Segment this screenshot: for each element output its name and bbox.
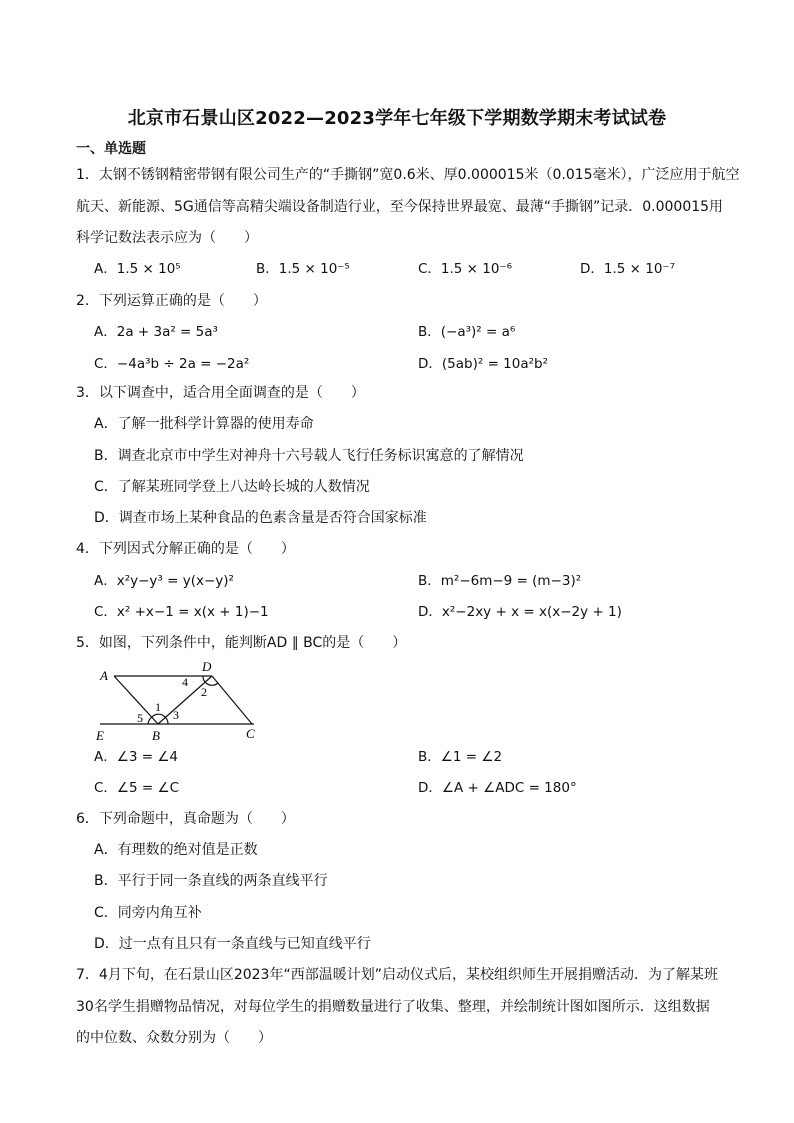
q5-option-d: D．∠A + ∠ADC = 180° xyxy=(418,780,577,796)
q2-option-b: B．(−a³)² = a⁶ xyxy=(418,324,516,340)
q4-option-c: C．x² +x−1 = x(x + 1)−1 xyxy=(94,604,269,620)
angle-3-label: 3 xyxy=(173,708,179,722)
q3-option-b: B．调查北京市中学生对神舟十六号载人飞行任务标识寓意的了解情况 xyxy=(94,448,524,464)
point-b-label: B xyxy=(152,728,160,743)
q4-option-b: B．m²−6m−9 = (m−3)² xyxy=(418,573,582,589)
q7-stem-line-3: 的中位数、众数分别为（ ） xyxy=(76,1030,272,1046)
q1-option-b: B．1.5 × 10⁻⁵ xyxy=(256,261,350,277)
point-e-label: E xyxy=(96,728,104,743)
q7-stem-line-2: 30名学生捐赠物品情况，对每位学生的捐赠数量进行了收集、整理，并绘制统计图如图所示．这组数据 xyxy=(76,999,710,1015)
q5-geometry-figure xyxy=(94,658,266,744)
section-heading: 一、单选题 xyxy=(76,141,146,157)
q1-option-a: A．1.5 × 10⁵ xyxy=(94,261,181,277)
q2-option-d: D．(5ab)² = 10a²b² xyxy=(418,356,549,372)
point-c-label: C xyxy=(246,726,255,741)
q1-option-c: C．1.5 × 10⁻⁶ xyxy=(418,261,513,277)
angle-1-label: 1 xyxy=(155,700,161,714)
q4-option-a: A．x²y−y³ = y(x−y)² xyxy=(94,573,234,589)
q6-stem: 6．下列命题中，真命题为（ ） xyxy=(76,811,295,827)
q6-option-d: D．过一点有且只有一条直线与已知直线平行 xyxy=(94,936,371,952)
q3-option-a: A．了解一批科学计算器的使用寿命 xyxy=(94,416,314,432)
q1-stem-line-1: 1．太钢不锈钢精密带钢有限公司生产的“手撕钢”宽0.6米、厚0.000015米（0.015毫米），广泛应用于航空 xyxy=(76,167,740,183)
q4-stem: 4．下列因式分解正确的是（ ） xyxy=(76,541,295,557)
angle-5-label: 5 xyxy=(137,711,143,725)
q1-stem-line-2: 航天、新能源、5G通信等高精尖端设备制造行业，至今保持世界最宽、最薄“手撕钢”记录．0.000015用 xyxy=(76,199,724,215)
q6-option-a: A．有理数的绝对值是正数 xyxy=(94,842,258,858)
q4-option-d: D．x²−2xy + x = x(x−2y + 1) xyxy=(418,604,622,620)
point-a-label: A xyxy=(100,668,108,683)
page-title: 北京市石景山区2022—2023学年七年级下学期数学期末考试试卷 xyxy=(127,108,667,129)
q2-stem: 2．下列运算正确的是（ ） xyxy=(76,293,267,309)
q2-option-a: A．2a + 3a² = 5a³ xyxy=(94,324,218,340)
angle-2-label: 2 xyxy=(201,685,207,699)
q5-option-a: A．∠3 = ∠4 xyxy=(94,749,179,765)
q5-stem: 5．如图，下列条件中，能判断AD ∥ BC的是（ ） xyxy=(76,635,407,651)
q2-option-c: C．−4a³b ÷ 2a = −2a² xyxy=(94,356,250,372)
q5-option-c: C．∠5 = ∠C xyxy=(94,780,180,796)
q6-option-b: B．平行于同一条直线的两条直线平行 xyxy=(94,873,328,889)
q1-option-d: D．1.5 × 10⁻⁷ xyxy=(580,261,675,277)
q3-stem: 3．以下调查中，适合用全面调查的是（ ） xyxy=(76,385,365,401)
q1-stem-line-3: 科学记数法表示应为（ ） xyxy=(76,230,258,246)
q7-stem-line-1: 7．4月下旬，在石景山区2023年“西部温暖计划”启动仪式后，某校组织师生开展捐赠活动．为了解某班 xyxy=(76,967,718,983)
q5-option-b: B．∠1 = ∠2 xyxy=(418,749,503,765)
angle-4-label: 4 xyxy=(182,675,188,689)
point-d-label: D xyxy=(202,659,212,674)
q3-option-d: D．调查市场上某种食品的色素含量是否符合国家标准 xyxy=(94,510,427,526)
q3-option-c: C．了解某班同学登上八达岭长城的人数情况 xyxy=(94,479,370,495)
q6-option-c: C．同旁内角互补 xyxy=(94,905,202,921)
